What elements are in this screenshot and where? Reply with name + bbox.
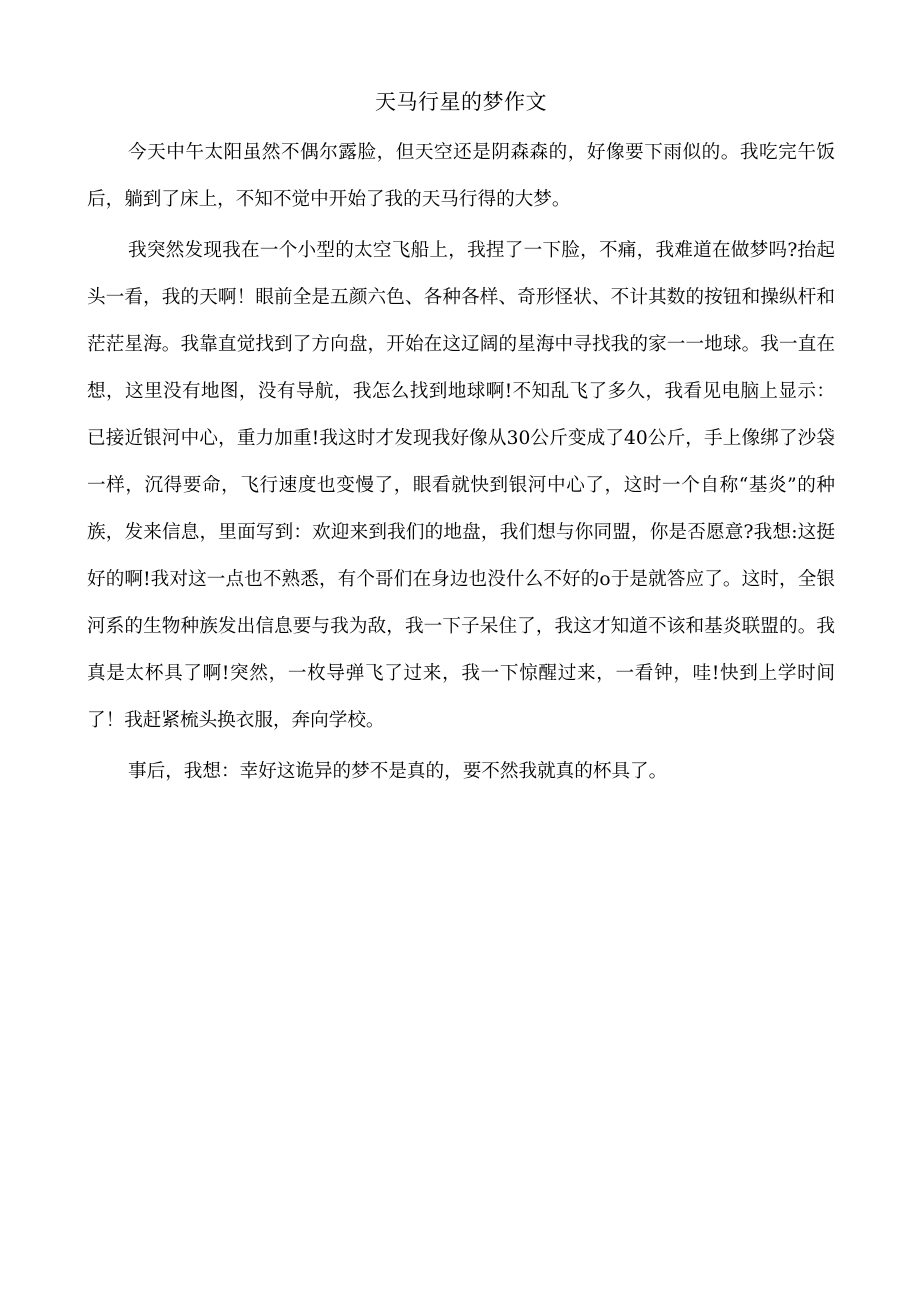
- paragraph-1: 今天中午太阳虽然不偶尔露脸，但天空还是阴森森的，好像要下雨似的。我吃完午饭后，躺到了床上，不知不觉中开始了我的天马行得的大梦。: [87, 142, 835, 210]
- document-page: [87, 88, 835, 799]
- paragraph-3: 事后，我想：幸好这诡异的梦不是真的，要不然我就真的杯具了。: [128, 761, 668, 782]
- paragraph-2: 我突然发现我在一个小型的太空飞船上，我捏了一下脸，不痛，我难道在做梦吗?抬起头一看，我的天啊！眼前全是五颜六色、各种各样、奇形怪状、不计其数的按钮和操纵杆和茫茫星海。我靠直觉找到了方向盘，开始在这辽阔的星海中寻找我的家一一地球。我一直在想，这里没有地图，没有导航，我怎么找到地球啊!不知乱飞了多久，我看见电脑上显示：已接近银河中心，重力加重!我这时才发现我好像从30公斤变成了40公斤，手上像绑了沙袋一样，沉得要命，飞行速度也变慢了，眼看就快到银河中心了，这时一个自称“基炎”的种族，发来信息，里面写到：欢迎来到我们的地盘，我们想与你同盟，你是否愿意?我想:这挺好的啊!我对这一点也不熟悉，有个哥们在身边也没什么不好的o于是就答应了。这时，全银河系的生物种族发出信息要与我为敌，我一下子呆住了，我这才知道不该和基炎联盟的。我真是太杯具了啊!突然，一枚导弹飞了过来，我一下惊醒过来，一看钟，哇!快到上学时间了！我赶紧梳头换衣服，奔向学校。: [87, 240, 835, 731]
- document-title: 天马行星的梦作文: [375, 90, 547, 114]
